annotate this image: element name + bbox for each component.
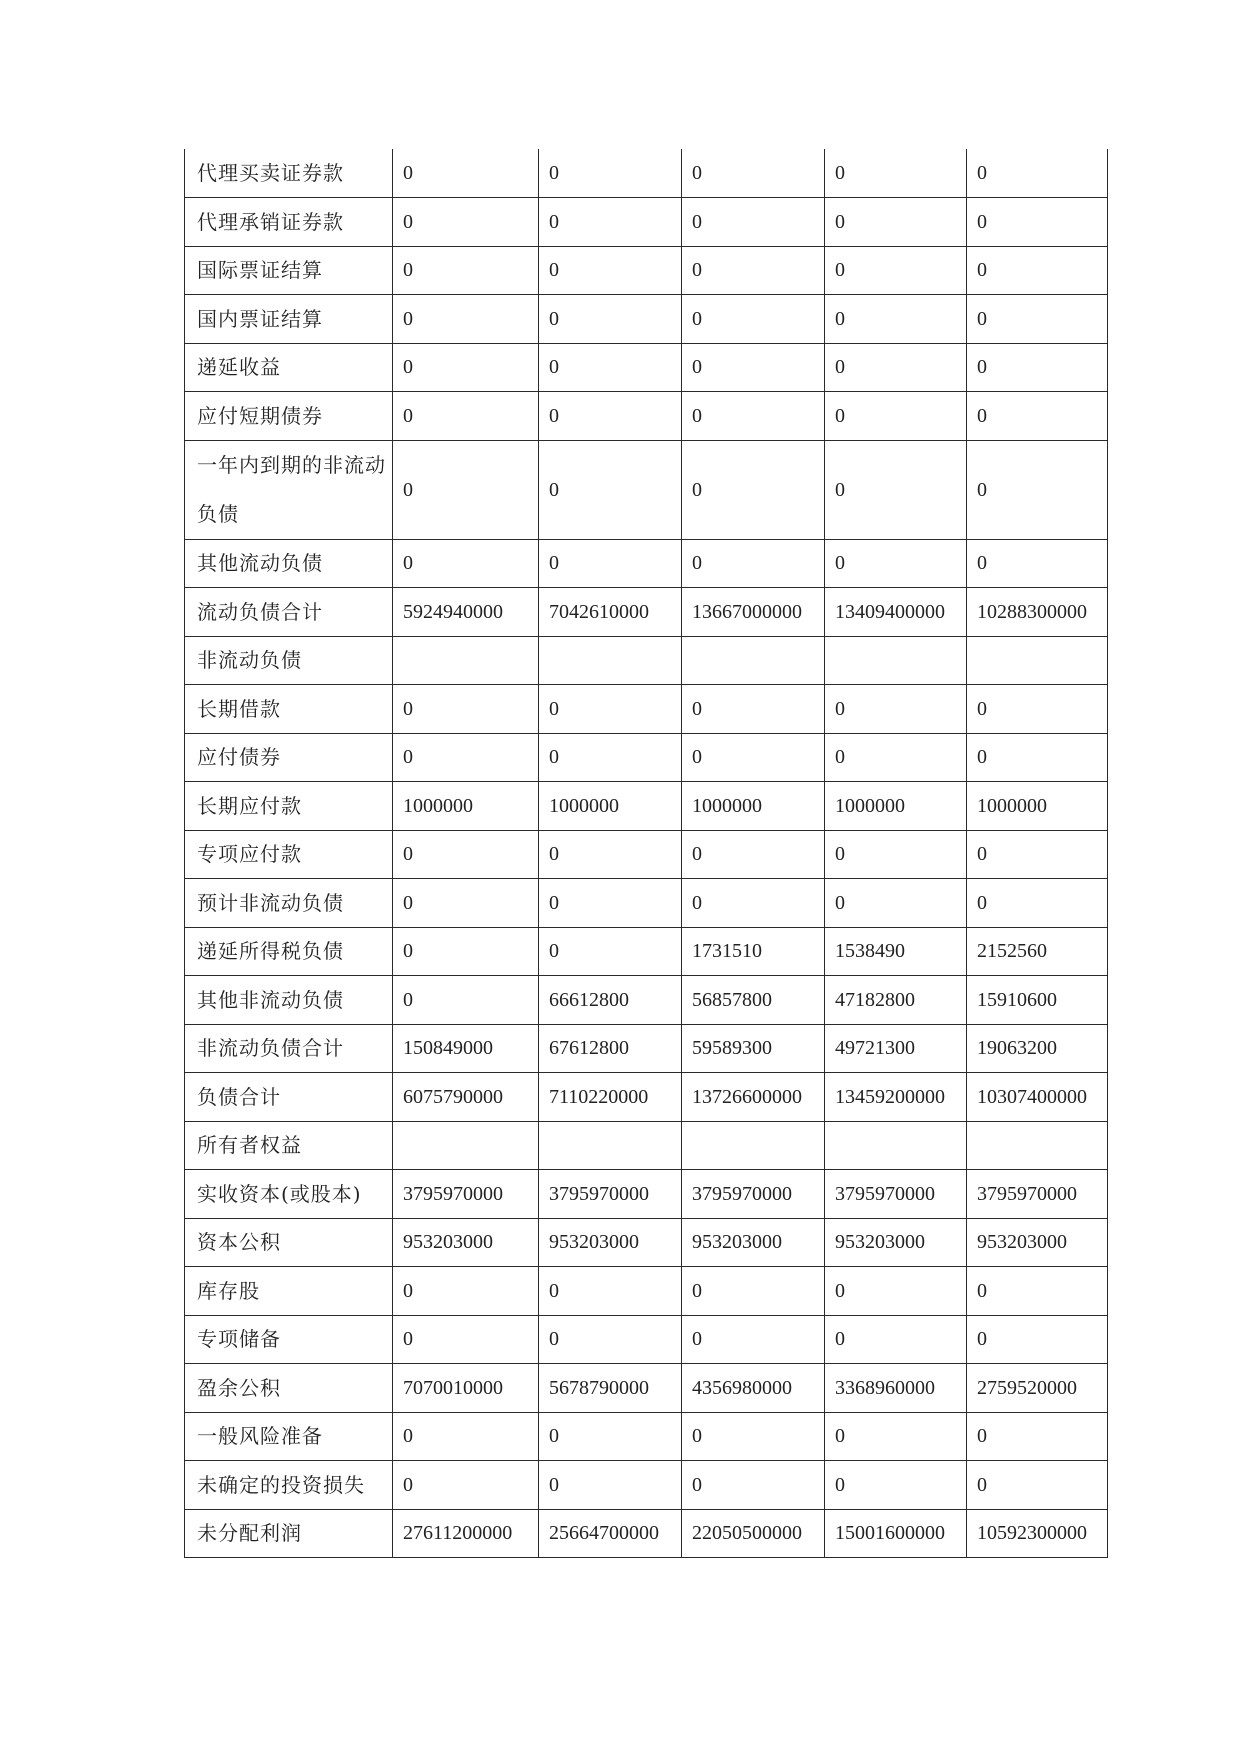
table-row xyxy=(185,539,1108,588)
row-label: 盈余公积 xyxy=(185,1364,393,1413)
value-cell: 0 xyxy=(539,440,682,539)
row-label: 一年内到期的非流动负债 xyxy=(185,440,393,539)
row-label: 专项储备 xyxy=(185,1315,393,1364)
value-cell: 0 xyxy=(825,539,967,588)
row-label: 流动负债合计 xyxy=(185,588,393,637)
value-cell: 0 xyxy=(393,830,539,879)
value-cell: 15910600 xyxy=(967,976,1108,1025)
value-cell: 7070010000 xyxy=(393,1364,539,1413)
value-cell: 19063200 xyxy=(967,1024,1108,1073)
row-label: 递延收益 xyxy=(185,343,393,392)
table-body xyxy=(185,149,1108,1558)
value-cell: 0 xyxy=(539,198,682,247)
table-row xyxy=(185,1461,1108,1510)
table-row xyxy=(185,1073,1108,1122)
value-cell: 13459200000 xyxy=(825,1073,967,1122)
table-row xyxy=(185,636,1108,685)
value-cell: 0 xyxy=(825,246,967,295)
value-cell: 3795970000 xyxy=(682,1170,825,1219)
value-cell: 0 xyxy=(539,879,682,928)
row-label: 预计非流动负债 xyxy=(185,879,393,928)
table-row xyxy=(185,1364,1108,1413)
value-cell: 27611200000 xyxy=(393,1509,539,1558)
value-cell: 953203000 xyxy=(393,1218,539,1267)
value-cell: 0 xyxy=(539,149,682,198)
value-cell: 0 xyxy=(967,1412,1108,1461)
table-row xyxy=(185,588,1108,637)
value-cell: 0 xyxy=(682,1461,825,1510)
value-cell: 0 xyxy=(682,539,825,588)
value-cell xyxy=(825,1121,967,1170)
table-row xyxy=(185,976,1108,1025)
value-cell: 953203000 xyxy=(825,1218,967,1267)
value-cell: 0 xyxy=(393,149,539,198)
value-cell: 0 xyxy=(539,830,682,879)
value-cell: 0 xyxy=(393,343,539,392)
value-cell: 13726600000 xyxy=(682,1073,825,1122)
value-cell: 0 xyxy=(825,830,967,879)
value-cell: 3795970000 xyxy=(539,1170,682,1219)
row-label: 长期应付款 xyxy=(185,782,393,831)
value-cell: 0 xyxy=(682,246,825,295)
balance-sheet-table xyxy=(184,149,1108,1558)
value-cell: 0 xyxy=(967,879,1108,928)
value-cell: 0 xyxy=(682,149,825,198)
row-label: 长期借款 xyxy=(185,685,393,734)
value-cell: 0 xyxy=(967,685,1108,734)
value-cell: 67612800 xyxy=(539,1024,682,1073)
value-cell: 150849000 xyxy=(393,1024,539,1073)
value-cell: 0 xyxy=(682,1412,825,1461)
value-cell: 0 xyxy=(967,830,1108,879)
value-cell: 0 xyxy=(825,343,967,392)
value-cell: 0 xyxy=(825,198,967,247)
value-cell: 953203000 xyxy=(682,1218,825,1267)
value-cell: 2759520000 xyxy=(967,1364,1108,1413)
value-cell: 0 xyxy=(825,149,967,198)
value-cell: 0 xyxy=(393,685,539,734)
value-cell: 66612800 xyxy=(539,976,682,1025)
value-cell: 0 xyxy=(393,733,539,782)
table-row xyxy=(185,392,1108,441)
value-cell: 0 xyxy=(682,295,825,344)
value-cell: 0 xyxy=(393,1267,539,1316)
value-cell: 0 xyxy=(539,1412,682,1461)
value-cell: 25664700000 xyxy=(539,1509,682,1558)
value-cell: 0 xyxy=(393,246,539,295)
table-row xyxy=(185,149,1108,198)
value-cell: 3795970000 xyxy=(825,1170,967,1219)
value-cell: 0 xyxy=(393,539,539,588)
value-cell: 1000000 xyxy=(393,782,539,831)
value-cell: 0 xyxy=(393,1461,539,1510)
value-cell: 5678790000 xyxy=(539,1364,682,1413)
row-label: 其他流动负债 xyxy=(185,539,393,588)
value-cell: 0 xyxy=(825,685,967,734)
value-cell: 0 xyxy=(539,343,682,392)
value-cell: 0 xyxy=(539,392,682,441)
value-cell xyxy=(393,1121,539,1170)
value-cell: 59589300 xyxy=(682,1024,825,1073)
table-row xyxy=(185,295,1108,344)
value-cell: 7042610000 xyxy=(539,588,682,637)
table-row xyxy=(185,1218,1108,1267)
value-cell xyxy=(393,636,539,685)
value-cell: 0 xyxy=(825,879,967,928)
value-cell: 0 xyxy=(967,392,1108,441)
row-label: 一般风险准备 xyxy=(185,1412,393,1461)
row-label: 代理买卖证券款 xyxy=(185,149,393,198)
value-cell: 0 xyxy=(967,440,1108,539)
value-cell: 0 xyxy=(539,539,682,588)
value-cell: 13667000000 xyxy=(682,588,825,637)
row-label: 代理承销证券款 xyxy=(185,198,393,247)
value-cell: 1000000 xyxy=(825,782,967,831)
table-row xyxy=(185,1024,1108,1073)
table-row xyxy=(185,782,1108,831)
value-cell: 10592300000 xyxy=(967,1509,1108,1558)
value-cell: 953203000 xyxy=(967,1218,1108,1267)
value-cell xyxy=(967,636,1108,685)
value-cell: 0 xyxy=(539,1461,682,1510)
value-cell: 0 xyxy=(682,392,825,441)
value-cell: 0 xyxy=(393,879,539,928)
table-row xyxy=(185,343,1108,392)
table-row xyxy=(185,1267,1108,1316)
value-cell: 0 xyxy=(682,830,825,879)
value-cell xyxy=(825,636,967,685)
row-label: 应付短期债券 xyxy=(185,392,393,441)
value-cell: 0 xyxy=(682,685,825,734)
table-row xyxy=(185,1412,1108,1461)
table-row xyxy=(185,879,1108,928)
value-cell: 0 xyxy=(393,295,539,344)
value-cell: 0 xyxy=(682,343,825,392)
value-cell: 953203000 xyxy=(539,1218,682,1267)
value-cell: 0 xyxy=(967,1315,1108,1364)
table-row xyxy=(185,685,1108,734)
table-row xyxy=(185,198,1108,247)
table-row xyxy=(185,927,1108,976)
value-cell: 0 xyxy=(967,1461,1108,1510)
table-row xyxy=(185,1315,1108,1364)
row-label: 所有者权益 xyxy=(185,1121,393,1170)
table-row xyxy=(185,1121,1108,1170)
row-label: 国内票证结算 xyxy=(185,295,393,344)
value-cell: 0 xyxy=(825,392,967,441)
row-label: 未确定的投资损失 xyxy=(185,1461,393,1510)
value-cell: 0 xyxy=(393,1315,539,1364)
value-cell: 47182800 xyxy=(825,976,967,1025)
value-cell: 0 xyxy=(682,198,825,247)
value-cell: 0 xyxy=(825,733,967,782)
value-cell: 22050500000 xyxy=(682,1509,825,1558)
value-cell: 0 xyxy=(967,1267,1108,1316)
row-label: 递延所得税负债 xyxy=(185,927,393,976)
row-label: 负债合计 xyxy=(185,1073,393,1122)
table-row xyxy=(185,1509,1108,1558)
row-label: 非流动负债合计 xyxy=(185,1024,393,1073)
value-cell: 1000000 xyxy=(967,782,1108,831)
value-cell xyxy=(682,1121,825,1170)
value-cell: 1000000 xyxy=(539,782,682,831)
value-cell: 0 xyxy=(682,879,825,928)
value-cell: 0 xyxy=(825,440,967,539)
value-cell: 0 xyxy=(393,440,539,539)
value-cell: 0 xyxy=(682,1315,825,1364)
value-cell: 0 xyxy=(825,1315,967,1364)
value-cell: 0 xyxy=(393,198,539,247)
table-row xyxy=(185,1170,1108,1219)
row-label: 资本公积 xyxy=(185,1218,393,1267)
row-label: 国际票证结算 xyxy=(185,246,393,295)
value-cell xyxy=(539,636,682,685)
value-cell: 13409400000 xyxy=(825,588,967,637)
value-cell: 0 xyxy=(967,246,1108,295)
value-cell: 56857800 xyxy=(682,976,825,1025)
row-label: 实收资本(或股本) xyxy=(185,1170,393,1219)
value-cell: 3795970000 xyxy=(393,1170,539,1219)
value-cell: 0 xyxy=(825,1267,967,1316)
value-cell: 0 xyxy=(967,149,1108,198)
value-cell: 0 xyxy=(682,733,825,782)
value-cell: 3795970000 xyxy=(967,1170,1108,1219)
value-cell: 0 xyxy=(967,198,1108,247)
value-cell: 0 xyxy=(539,1267,682,1316)
value-cell: 0 xyxy=(539,927,682,976)
value-cell: 0 xyxy=(682,1267,825,1316)
value-cell: 15001600000 xyxy=(825,1509,967,1558)
value-cell: 2152560 xyxy=(967,927,1108,976)
value-cell xyxy=(682,636,825,685)
value-cell: 0 xyxy=(393,976,539,1025)
row-label: 库存股 xyxy=(185,1267,393,1316)
value-cell: 0 xyxy=(967,295,1108,344)
value-cell: 10288300000 xyxy=(967,588,1108,637)
value-cell: 0 xyxy=(393,927,539,976)
row-label: 应付债券 xyxy=(185,733,393,782)
value-cell: 0 xyxy=(539,1315,682,1364)
value-cell: 0 xyxy=(967,343,1108,392)
table-row xyxy=(185,830,1108,879)
value-cell: 0 xyxy=(539,685,682,734)
value-cell: 3368960000 xyxy=(825,1364,967,1413)
value-cell: 0 xyxy=(393,392,539,441)
value-cell: 6075790000 xyxy=(393,1073,539,1122)
value-cell xyxy=(967,1121,1108,1170)
value-cell: 0 xyxy=(539,295,682,344)
value-cell: 5924940000 xyxy=(393,588,539,637)
value-cell: 1000000 xyxy=(682,782,825,831)
value-cell: 0 xyxy=(967,733,1108,782)
row-label: 专项应付款 xyxy=(185,830,393,879)
value-cell: 1538490 xyxy=(825,927,967,976)
value-cell: 0 xyxy=(825,295,967,344)
value-cell: 4356980000 xyxy=(682,1364,825,1413)
value-cell: 0 xyxy=(539,733,682,782)
table-row xyxy=(185,246,1108,295)
row-label: 未分配利润 xyxy=(185,1509,393,1558)
value-cell: 0 xyxy=(682,440,825,539)
table-row xyxy=(185,440,1108,539)
value-cell: 1731510 xyxy=(682,927,825,976)
value-cell: 49721300 xyxy=(825,1024,967,1073)
table-row xyxy=(185,733,1108,782)
value-cell: 0 xyxy=(825,1412,967,1461)
value-cell: 0 xyxy=(539,246,682,295)
value-cell: 10307400000 xyxy=(967,1073,1108,1122)
row-label: 非流动负债 xyxy=(185,636,393,685)
row-label: 其他非流动负债 xyxy=(185,976,393,1025)
value-cell: 0 xyxy=(825,1461,967,1510)
value-cell: 0 xyxy=(967,539,1108,588)
value-cell xyxy=(539,1121,682,1170)
value-cell: 7110220000 xyxy=(539,1073,682,1122)
value-cell: 0 xyxy=(393,1412,539,1461)
